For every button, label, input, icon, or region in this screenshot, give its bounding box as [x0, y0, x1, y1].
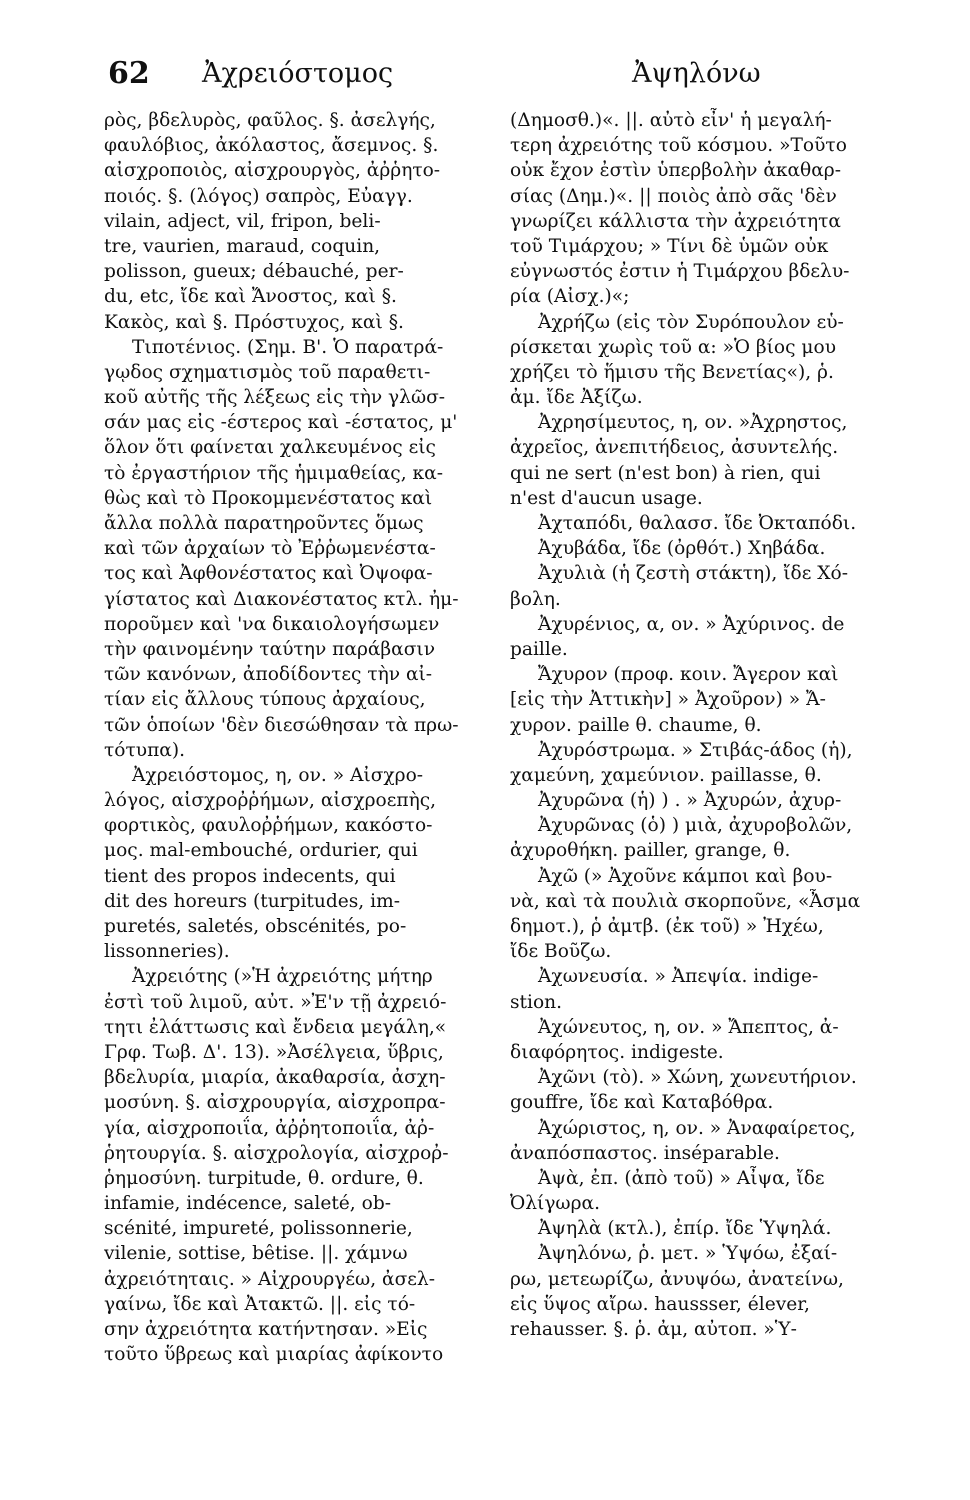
text-line: Ἀχώριστος, η, ον. » Ἀναφαίρετος, [538, 1117, 856, 1139]
page-number: 62 [108, 56, 150, 91]
text-line: tre, vaurien, maraud, coquin, [104, 235, 381, 257]
text-line: vilain, adject, vil, fripon, beli- [104, 210, 381, 232]
text-line: ρία (Αἰσχ.)«; [510, 286, 630, 308]
text-line: gouffre, ἴδε καὶ Καταβόθρα. [510, 1092, 774, 1114]
text-line: γῳδος σχηματισμὸς τοῦ παραθετι- [104, 361, 431, 383]
text-line: Ἀψὰ, ἐπ. (ἀπὸ τοῦ) » Αἶψα, ἴδε [538, 1167, 825, 1189]
text-line: τερη ἀχρειότης τοῦ κόσμου. »Τοῦτο [510, 135, 847, 157]
text-line: tient des propos indecents, qui [104, 865, 396, 887]
text-line: stion. [510, 991, 563, 1013]
text-line: Ἀχωνευσία. » Ἀπεψία. indige- [538, 966, 819, 988]
text-line: ἐστὶ τοῦ λιμοῦ, αὐτ. »Ἐ'ν τῇ ἀχρειό- [104, 991, 447, 1013]
text-line: νὰ, καὶ τὰ πουλιὰ σκορποῦνε, «Ἆσμα [510, 890, 861, 912]
text-line: ἀχρεῖος, ἀνεπιτήδειος, ἀσυντελής. [510, 437, 839, 459]
text-line: ἀχρειότηταις. » Αἰχρουργέω, ἀσελ- [104, 1268, 435, 1290]
text-line: Ἀχρησίμευτος, η, ον. »Ἀχρηστος, [538, 412, 848, 434]
text-line: εἰς ὕψος αἴρω. haussser, élever, [510, 1293, 810, 1315]
text-line: vilenie, sottise, bêtise. ||. χάμνω [104, 1243, 408, 1265]
text-line: ἀναπόσπαστος. inséparable. [510, 1142, 780, 1164]
right-column [510, 108, 938, 1342]
text-line: Ἀχῶνι (τὸ). » Χώνη, χωνευτήριον. [538, 1067, 857, 1089]
text-line: τότυπα). [104, 739, 186, 761]
text-line: Ἀψηλόνω, ῥ. μετ. » Ὑψόω, ἐξαί- [538, 1243, 838, 1265]
text-line: βδελυρία, μιαρία, ἀκαθαρσία, ἀσχη- [104, 1067, 446, 1089]
text-line: n'est d'aucun usage. [510, 487, 703, 509]
text-line: du, etc, ἴδε καὶ Ἄνοστος, καὶ §. [104, 286, 397, 308]
text-line: Ἀχῶ (» Ἀχοῦνε κάμποι καὶ βου- [538, 865, 833, 887]
text-line: Τιποτένιος. (Σημ. Β'. Ὁ παρατρά- [132, 336, 444, 358]
text-line: puretés, saletés, obscénités, po- [104, 916, 407, 937]
text-line: τὴν φαινομένην ταύτην παράβασιν [104, 638, 436, 660]
text-line: θὼς καὶ τὸ Προκομμενέστατος καὶ [104, 487, 433, 509]
text-line: Ἀχρήζω (εἰς τὸν Συρόπουλον εὑ- [538, 311, 844, 333]
text-line: σάν μας εἰς -έστερος καὶ -έστατος, μ' [104, 412, 458, 434]
text-line: qui ne sert (n'est bon) à rien, qui [510, 462, 821, 484]
text-line: ἀχυροθήκη. pailler, grange, θ. [510, 840, 791, 862]
text-line: Γρφ. Τωβ. Δ'. 13). »Ἀσέλγεια, ὕβρις, [104, 1041, 444, 1063]
text-line: γία, αἰσχροποιΐα, ἀῤῥητοποιΐα, ἀῤ- [104, 1117, 435, 1139]
text-line: Κακὸς, καὶ §. Πρόστυχος, καὶ §. [104, 311, 404, 333]
text-line: Ἀχυρένιος, α, ον. » Ἀχύρινος. de [538, 613, 845, 635]
text-line: polisson, gueux; débauché, per- [104, 261, 404, 283]
text-line: τητι ἐλάττωσις καὶ ἔνδεια μεγάλη,« [104, 1016, 447, 1038]
text-line: Ἀχυρῶνας (ὁ) ) μιὰ, ἀχυροβολῶν, [538, 815, 853, 837]
text-line: φαυλόβιος, ἀκόλαστος, ἄσεμνος. §. [104, 135, 439, 157]
text-line: μοσύνη. §. αἰσχρουργία, αἰσχροπρα- [104, 1092, 446, 1114]
text-line: Ἄχυρον (προφ. κοιν. Ἄγερον καὶ [538, 664, 839, 686]
text-line: καὶ τῶν ἀρχαίων τὸ Ἐῤῥωμενέστα- [104, 538, 436, 560]
text-line: Ἀχταπόδι, θαλασσ. ἴδε Ὀκταπόδι. [538, 513, 857, 534]
text-line: ὅλον ὅτι φαίνεται χαλκευμένος εἰς [104, 437, 436, 459]
right-running-head: Ἀψηλόνω [632, 58, 761, 89]
text-line: Ἀχυβάδα, ἴδε (ὀρθότ.) Χηβάδα. [538, 538, 826, 560]
text-line: ρω, μετεωρίζω, ἀνυψόω, ἀνατείνω, [510, 1268, 844, 1290]
text-line: ἀμ. ἴδε Ἀξίζω. [510, 387, 643, 409]
text-line: μος. mal-embouché, ordurier, qui [104, 840, 418, 862]
text-line: βολη. [510, 588, 561, 610]
text-line: infamie, indécence, saleté, ob- [104, 1193, 392, 1215]
text-line: Ἀχρειότης (»Ἡ ἀχρειότης μήτηρ [132, 966, 433, 988]
text-line: ἴδε Βοῦζω. [510, 941, 612, 963]
page-header [0, 56, 970, 104]
text-line: Ἀχυλιὰ (ἡ ζεστὴ στάκτη), ἴδε Χό- [538, 563, 848, 585]
text-line: εὐγνωστός ἐστιν ἡ Τιμάρχου βδελυ- [510, 261, 850, 283]
text-line: scénité, impureté, polissonnerie, [104, 1218, 413, 1240]
text-line: Ἀχυρόστρωμα. » Στιβάς-άδος (ἡ), [538, 739, 853, 761]
text-line: paille. [510, 638, 568, 660]
text-line: ρίσκεται χωρὶς τοῦ α: »Ὁ βίος μου [510, 336, 837, 358]
text-line: χρήζει τὸ ἥμισυ τῆς Βενετίας«), ῥ. [510, 361, 834, 383]
text-line: dit des horeurs (turpitudes, im- [104, 890, 400, 912]
text-line: ῥητουργία. §. αἰσχρολογία, αἰσχροῤ- [104, 1142, 449, 1164]
text-line: Ἀχρειόστομος, η, ον. » Αἰσχρο- [132, 764, 424, 786]
text-line: γνωρίζει κάλλιστα τὴν ἀχρειότητα [510, 210, 841, 232]
text-line: δημοτ.), ῥ ἀμτβ. (ἐκ τοῦ) » Ἠχέω, [510, 916, 824, 937]
text-line: τῶν ὁποίων 'δὲν διεσώθησαν τὰ πρω- [104, 714, 459, 736]
text-line: [εἰς τὴν Ἀττικὴν] » Ἀχοῦρον) » Ἄ- [510, 689, 826, 711]
text-line: λόγος, αἰσχροῤῥήμων, αἰσχροεπὴς, [104, 790, 437, 812]
text-line: Ἀχώνευτος, η, ον. » Ἄπεπτος, ἀ- [538, 1016, 839, 1038]
text-line: ποροῦμεν καὶ 'να δικαιολογήσωμεν [104, 613, 440, 635]
text-line: ρὸς, βδελυρὸς, φαῦλος. §. ἀσελγής, [104, 110, 436, 131]
text-line: τὸ ἐργαστήριον τῆς ἡμιμαθείας, κα- [104, 462, 443, 484]
text-line: φορτικὸς, φαυλοῤῥήμων, κακόστο- [104, 815, 433, 837]
text-line: Ἀχυρῶνα (ἡ) ) . » Ἀχυρών, ἀχυρ- [538, 790, 842, 812]
text-line: κοῦ αὐτῆς τῆς λέξεως εἰς τὴν γλῶσ- [104, 387, 446, 409]
text-line: ἄλλα πολλὰ παρατηροῦντες ὅμως [104, 513, 424, 534]
text-line: rehausser. §. ῥ. ἀμ, αὐτοπ. »Ὑ- [510, 1319, 797, 1340]
text-line: γίστατος καὶ Διακονέστατος κτλ. ἠμ- [104, 588, 459, 610]
text-line: σίας (Δημ.)«. || ποιὸς ἀπὸ σᾶς 'δὲν [510, 185, 837, 207]
text-line: τίαν εἰς ἄλλους τύπους ἀρχαίους, [104, 689, 426, 711]
text-line: lissonneries). [104, 941, 230, 963]
text-line: τοῦτο ὕβρεως καὶ μιαρίας ἀφίκοντο [104, 1344, 444, 1366]
text-line: ποιός. §. (λόγος) σαπρὸς, Εὐαγγ. [104, 185, 413, 207]
text-line: χυρον. paille θ. chaume, θ. [510, 714, 762, 736]
text-line: χαμεύνη, χαμεύνιον. paillasse, θ. [510, 764, 822, 786]
text-line: Ὀλίγωρα. [510, 1193, 600, 1215]
left-running-head: Ἀχρειόστομος [202, 58, 394, 89]
left-column [104, 108, 496, 1367]
text-line: σην ἀχρειότητα κατήντησαν. »Εἰς [104, 1319, 428, 1340]
text-line: τος καὶ Ἀφθονέστατος καὶ Ὀψοφα- [104, 563, 433, 585]
text-line: Ἀψηλὰ (κτλ.), ἐπίρ. ἴδε Ὑψηλά. [538, 1218, 832, 1240]
text-line: τῶν κανόνων, ἀποδίδοντες τὴν αἰ- [104, 664, 433, 686]
text-line: οὐκ ἔχον ἐστὶν ὑπερβολὴν ἀκαθαρ- [510, 160, 842, 182]
text-line: γαίνω, ἴδε καὶ Ἀτακτῶ. ||. εἰς τό- [104, 1293, 416, 1315]
text-line: (Δημοσθ.)«. ||. αὐτὸ εἶν' ἡ μεγαλή- [510, 110, 832, 131]
text-line: τοῦ Τιμάρχου; » Τίνι δὲ ὑμῶν οὐκ [510, 235, 829, 257]
text-line: ῥημοσύνη. turpitude, θ. ordure, θ. [104, 1167, 424, 1189]
text-line: διαφόρητος. indigeste. [510, 1041, 724, 1063]
text-line: αἰσχροποιὸς, αἰσχρουργὸς, ἀῤῥητο- [104, 160, 441, 182]
